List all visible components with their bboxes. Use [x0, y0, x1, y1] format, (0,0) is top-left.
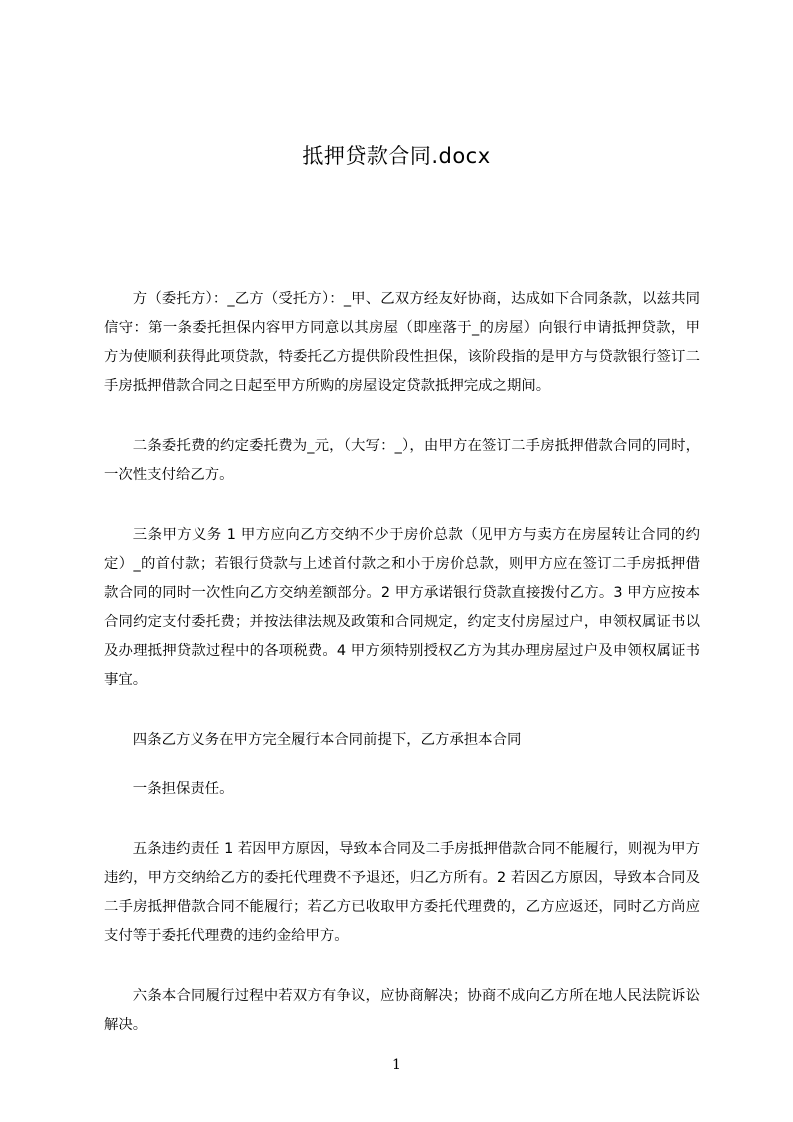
- document-body: [104, 285, 700, 1071]
- paragraph-clause-2: 二条委托费的约定委托费为_元，（大写：_），由甲方在签订二手房抵押借款合同的同时，一次性支付给乙方。: [104, 438, 700, 483]
- page-number: 1: [392, 1057, 401, 1073]
- paragraph-clause-3: 三条甲方义务 1 甲方应向乙方交纳不少于房价总款（见甲方与卖方在房屋转让合同的约定）_的首付款；若银行贷款与上述首付款之和小于房价总款，则甲方应在签订二手房抵押借款合同的同时一次性向乙方交纳差额部分。2 甲方承诺银行贷款直接拨付乙方。3 甲方应按本合同约定支付委托费；并按法律法规及政策和合同规定，约定支付房屋过户，申领权属证书以及办理抵押贷款过程中的各项税费。4 甲方须特别授权乙方为其办理房屋过户及申领权属证书事宜。: [104, 527, 700, 688]
- paragraph-clause-5: 五条违约责任 1 若因甲方原因，导致本合同及二手房抵押借款合同不能履行，则视为甲方违约，甲方交纳给乙方的委托代理费不予退还，归乙方所有。2 若因乙方原因，导致本合同及二手房抵押借款合同不能履行；若乙方已收取甲方委托代理费的，乙方应返还，同时乙方尚应支付等于委托代理费的违约金给甲方。: [104, 841, 700, 944]
- paragraph-clause-1: 方（委托方）：_乙方（受托方）：_甲、乙双方经友好协商，达成如下合同条款，以兹共同信守：第一条委托担保内容甲方同意以其房屋（即座落于_的房屋）向银行申请抵押贷款，甲方为使顺利获得此项贷款，特委托乙方提供阶段性担保，该阶段指的是甲方与贷款银行签订二手房抵押借款合同之日起至甲方所购的房屋设定贷款抵押完成之期间。: [104, 291, 700, 394]
- document-title: 抵押贷款合同.docx: [302, 144, 491, 168]
- paragraph-clause-4: 四条乙方义务在甲方完全履行本合同前提下，乙方承担本合同: [132, 732, 522, 748]
- paragraph-clause-4-continued: 一条担保责任。: [132, 781, 234, 797]
- paragraph-clause-6: 六条本合同履行过程中若双方有争议，应协商解决；协商不成向乙方所在地人民法院诉讼解决。: [104, 988, 700, 1033]
